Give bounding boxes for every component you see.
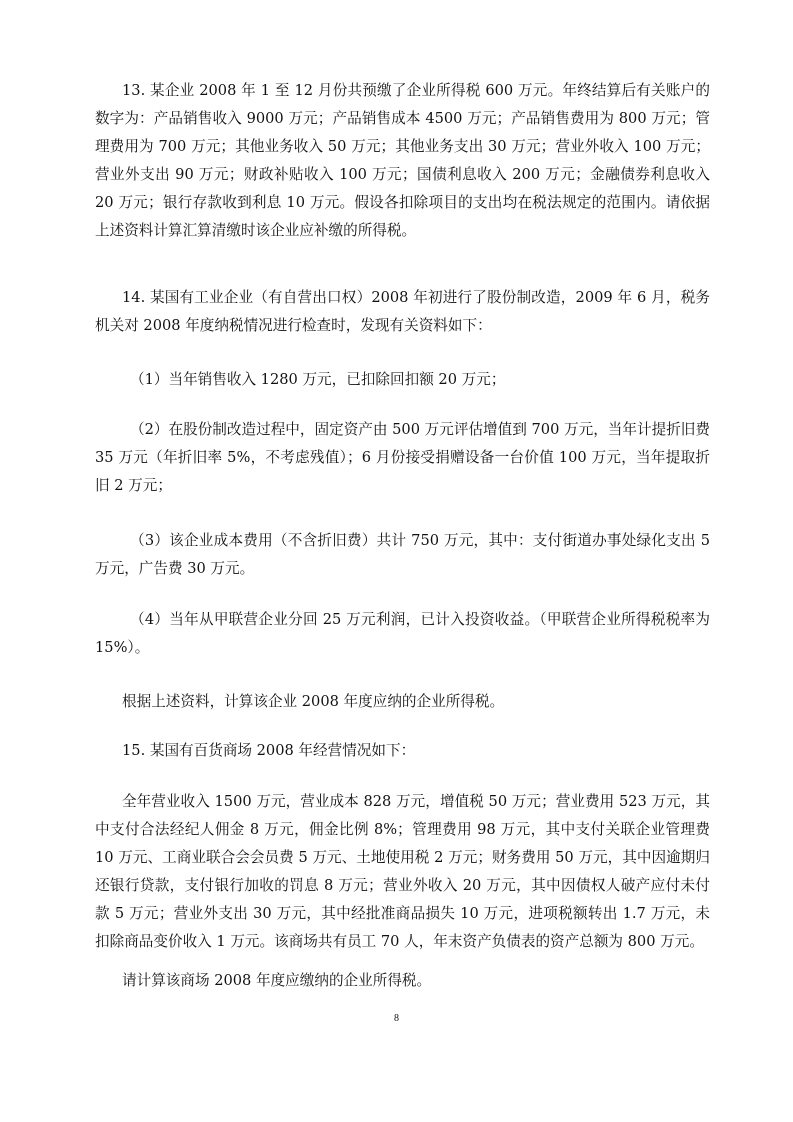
- page-number: 8: [394, 1013, 399, 1024]
- question-14-task: 根据上述资料，计算该企业 2008 年度应纳的企业所得税。: [122, 693, 505, 710]
- question-14-item-4: （4）当年从甲联营企业分回 25 万元利润，已计入投资收益。（甲联营企业所得税税率为 15%）。: [95, 611, 710, 656]
- question-14-item-3: （3）该企业成本费用（不含折旧费）共计 750 万元，其中：支付街道办事处绿化支出 5 万元，广告费 30 万元。: [95, 532, 710, 577]
- question-14-item-1: （1）当年销售收入 1280 万元，已扣除回扣额 20 万元；: [130, 371, 506, 388]
- question-15-task: 请计算该商场 2008 年度应缴纳的企业所得税。: [122, 972, 432, 989]
- question-14-item-2: （2）在股份制改造过程中，固定资产由 500 万元评估增值到 700 万元，当年计提折旧费 35 万元（年折旧率 5%，不考虑残值）；6 月份接受捐赠设备一台价值 100 万元，当年提取折旧 2 万元；: [95, 421, 710, 494]
- question-15-details-paragraph: 全年营业收入 1500 万元，营业成本 828 万元，增值税 50 万元；营业费用 523 万元，其中支付合法经纪人佣金 8 万元，佣金比例 8%；管理费用 98 万元，其中支付关联企业管理费 10 万元、工商业联合会会员费 5 万元、土地使用税 2 万元；财务费用 50 万元，其中因逾期归还银行贷款，支付银行加收的罚息 8 万元；营业外收入 20 万元，其中因债权人破产应付未付款 5 万元；营业外支出 30 万元，其中经批准商品损失 10 万元，进项税额转出 1.7 万元，未扣除商品变价收入 1 万元。该商场共有员工 70 人，年末资产负债表的资产总额为 800 万元。: [95, 793, 710, 950]
- question-13-paragraph: 13. 某企业 2008 年 1 至 12 月份共预缴了企业所得税 600 万元。年终结算后有关账户的数字为：产品销售收入 9000 万元；产品销售成本 4500 万元；产品销售费用为 800 万元；管理费用为 700 万元；其他业务收入 50 万元；其他业务支出 30 万元；营业外收入 100 万元；营业外支出 90 万元；财政补贴收入 100 万元；国债利息收入 200 万元；金融债券利息收入 20 万元；银行存款收到利息 10 万元。假设各扣除项目的支出均在税法规定的范围内。请依据上述资料计算汇算清缴时该企业应补缴的所得税。: [95, 82, 710, 239]
- question-14-intro-paragraph: 14. 某国有工业企业（有自营出口权）2008 年初进行了股份制改造，2009 年 6 月，税务机关对 2008 年度纳税情况进行检查时，发现有关资料如下：: [95, 289, 710, 334]
- question-15-intro-paragraph: 15. 某国有百货商场 2008 年经营情况如下：: [122, 742, 416, 759]
